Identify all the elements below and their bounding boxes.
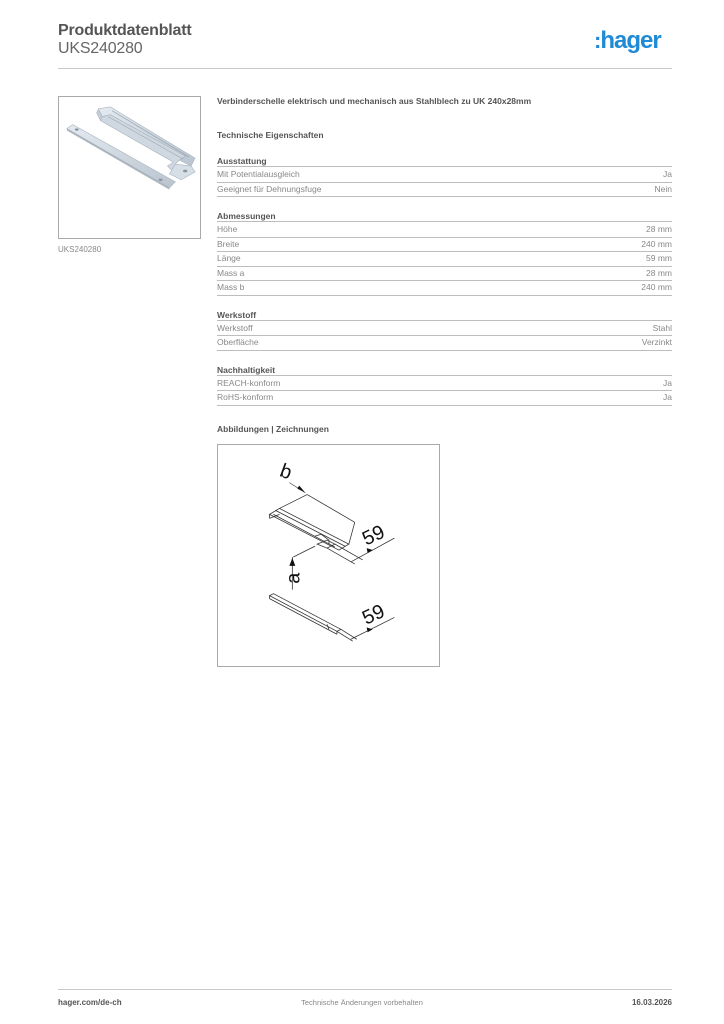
dimension-label-59-top: 59 (358, 521, 389, 551)
spec-row (217, 336, 672, 351)
spec-row (217, 223, 672, 238)
spec-label: Mit Potentialausgleich (217, 169, 300, 179)
spec-value: 240 mm (641, 282, 672, 292)
document-title: Produktdatenblatt (58, 22, 192, 39)
spec-label: Höhe (217, 224, 238, 234)
spec-value: 240 mm (641, 238, 672, 249)
spec-label: Werkstoff (217, 322, 253, 333)
spec-row (217, 238, 672, 253)
spec-row (217, 391, 672, 406)
spec-row (217, 377, 672, 392)
spec-label: Länge (217, 253, 241, 263)
spec-row (217, 267, 672, 282)
spec-value: Verzinkt (641, 337, 672, 347)
spec-label: Mass b (217, 282, 245, 292)
group-ausstattung (217, 156, 672, 197)
product-image-caption: UKS240280 (58, 245, 102, 254)
spec-label: REACH-konform (217, 377, 281, 388)
dimension-label-b: b (276, 459, 295, 485)
spec-value: 28 mm (646, 224, 672, 234)
spec-value: Nein (654, 183, 672, 194)
footer-date: 16.03.2026 (631, 998, 672, 1007)
dimension-label-59-bottom: 59 (358, 600, 389, 630)
group-title: Werkstoff (217, 310, 672, 321)
spec-row (217, 322, 672, 337)
logo-colon: : (594, 28, 601, 53)
dimension-label-a: a (282, 572, 305, 584)
spec-value: Ja (663, 377, 672, 388)
spec-row (217, 252, 672, 267)
footer-disclaimer: Technische Änderungen vorbehalten (301, 998, 423, 1007)
technical-drawing (217, 444, 440, 667)
group-title: Ausstattung (217, 156, 672, 167)
spec-label: Oberfläche (217, 337, 259, 347)
spec-value: Ja (663, 392, 672, 402)
spec-value: 59 mm (646, 253, 672, 263)
group-abmessungen (217, 211, 672, 296)
spec-row (217, 183, 672, 198)
dimension-drawing-icon (218, 445, 439, 666)
spec-label: Mass a (217, 267, 245, 278)
header-divider (58, 68, 672, 69)
group-nachhaltigkeit (217, 365, 672, 406)
footer-website: hager.com/de-ch (58, 998, 122, 1007)
product-photo-icon (59, 97, 200, 238)
group-werkstoff (217, 310, 672, 351)
content-column (217, 96, 672, 436)
technical-properties-title: Technische Eigenschaften (217, 130, 324, 140)
spec-row (217, 168, 672, 183)
product-description: Verbinderschelle elektrisch und mechanisch aus Stahlblech zu UK 240x28mm (217, 96, 532, 106)
spec-value: Ja (663, 169, 672, 179)
logo-text: hager (600, 27, 661, 54)
spec-row (217, 281, 672, 296)
product-image (58, 96, 201, 239)
spec-label: Geeignet für Dehnungsfuge (217, 183, 322, 194)
footer-divider (58, 989, 672, 990)
spec-value: 28 mm (646, 267, 672, 278)
group-title: Abmessungen (217, 211, 672, 222)
spec-label: Breite (217, 238, 240, 249)
figures-title: Abbildungen | Zeichnungen (217, 423, 329, 434)
group-title: Nachhaltigkeit (217, 365, 672, 376)
hager-logo (594, 27, 661, 55)
product-code: UKS240280 (58, 40, 143, 57)
spec-value: Stahl (652, 322, 672, 333)
spec-label: RoHS-konform (217, 392, 274, 402)
